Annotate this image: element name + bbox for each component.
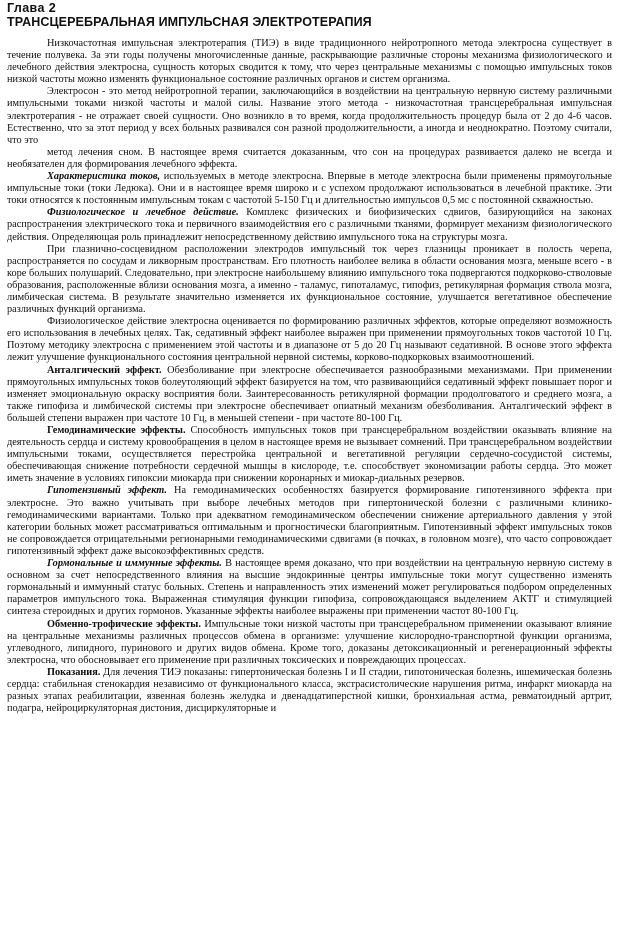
heading-currents: Характеристика токов,	[47, 171, 161, 183]
heading-hypotensive-effect: Гипотензивный эффект.	[47, 485, 168, 497]
heading-physiological-action: Физиологическое и лечебное действие.	[47, 207, 239, 219]
chapter-label: Глава 2	[7, 1, 57, 15]
paragraph-analgesic-effect: Анталгический эффект. Обезболивание при электросне обеспечивается разнообразными механизмами. При применении прямоугольных импульсных токов болеутоляющий эффект базируется на том, что развивающийся седативный эффект повышает порог и изменяет эмоциональную окраску восприятия боли. Заинтересованность ретикулярной формации продолговатого и среднего мозга, а также гипофиза и лимбической системы при электросне обеспечивает опиатный механизм обезболивания. Анталгический эффект в большей степени выражен при частоте 10 Гц, в меньшей степени - при частоте 80-100 Гц.	[7, 364, 612, 424]
paragraph-hypotensive-effect: Гипотензивный эффект. На гемодинамических особенностях базируется формирование гипотензивного эффекта при электросне. Это важно учитывать при выборе лечебных методов при гипертонической болезни с различными клинико-гемодинамическими вариантами. Только при адекватном гемодинамическом обеспечении снижение артериального давления у этой категории больных может рассматриваться оптимальным и прогностически благоприятным. Гипотензивный эффект импульсных токов не сопровождается отрицательными регионарными гемодинамическими сдвигами (в почках, в головном мозге), что часто сопровождает гипотензивный эффект даже высокоэффективных средств.	[7, 485, 612, 557]
paragraph-sedative-effect: Физиологическое действие электросна оценивается по формированию различных эффектов, которые определяют возможность его использования в лечебных целях. Так, седативный эффект наиболее выражен при применении прямоугольных токов частотой 10 Гц. Поэтому методику электросна с применением этой частоты и в диапазоне от 5 до 20 Гц называют седативной. В основе этого эффекта лежит улучшение функционального состояния центральной нервной системы, корково-подкорковых взаимоотношений.	[7, 316, 612, 364]
paragraph-hormonal-immune-effects: Гормональные и иммунные эффекты. В настоящее время доказано, что при воздействии на центральную нервную систему в основном за счет непосредственного влияния на высшие эндокринные центры импульсные токи могут существенно изменять гормональный и иммунный статус больных. Степень и направленность этих изменений может регулироваться подбором определенных параметров импульсного тока. Выраженная стимуляция функции гипофиза, сопровождающаяся выделением АКТГ и стимуляцией синтеза стероидных и других гормонов. Указанные эффекты наиболее выражены при применении частот 80-100 Гц.	[7, 558, 612, 618]
paragraph-indications: Показания. Для лечения ТИЭ показаны: гипертоническая болезнь I и II стадии, гипотоническая болезнь, ишемическая болезнь сердца: стабильная стенокардия независимо от функционального класса, экстрасистолические нарушения ритма, инфаркт миокарда на разных этапах реабилитации, язвенная болезнь желудка и двенадцатиперстной кишки, бронхиальная астма, ревматоидный артрит, подагра, нейроциркуляторная дистония, дисциркуляторные и	[7, 666, 612, 715]
paragraph-intro: Низкочастотная импульсная электротерапия (ТИЭ) в виде традиционного нейротропного метода электросна существует в течение полувека. За эти годы получены многочисленные данные, раскрывающие различные стороны механизма физиологического и лечебного действия электросна, сущность которых сводится к тому, что через центральные механизмы с помощью импульсных токов низкой частоты можно изменять функциональное состояние различных органов и систем организма.	[7, 38, 612, 86]
heading-metabolic-effects: Обменно-трофические эффекты.	[47, 618, 201, 630]
paragraph-metabolic-effects: Обменно-трофические эффекты. Импульсные токи низкой частоты при трансцеребральном применении оказывают влияние на центральные механизмы различных процессов обмена в организме: улучшение кислородно-транспортной функции организма, углеводного, липидного, пуринового и других видов обмена. Кроме того, доказаны детоксикационный и регенерационный эффекты электросна, что обосновывает его применение при различных токсических и повреждающих процессах.	[7, 618, 613, 666]
heading-indications: Показания.	[47, 666, 101, 678]
heading-analgesic-effect: Анталгический эффект.	[47, 364, 162, 376]
paragraph-currents: Характеристика токов, используемых в методе электросна. Впервые в методе электросна были применены прямоугольные импульсные токи (токи Ледюка). Они и в настоящее время широко и с успехом продолжают использоваться в лечебной практике. Эти токи относятся к постоянным импульсным токам с частотой 5-150 Гц и длительностью импульсов 0,5 мс с постоянной скважностью.	[7, 171, 612, 207]
paragraph-electrosleep-definition: Электросон - это метод нейротропной терапии, заключающийся в воздействии на центральную нервную систему различными импульсными токами низкой частоты и малой силы. Название этого метода - низкочастотная трансцеребральная импульсная электротерапия - не отражает своей сущности. Оно возникло в то время, когда продолжительность процедур была от 2 до 4-6 часов. Естественно, что за этот период у всех больных развивался сон разной продолжительности, а иногда и неоднократно. Поэтому считали, что это	[7, 86, 612, 146]
heading-hormonal-immune-effects: Гормональные и иммунные эффекты.	[47, 558, 222, 570]
document-body	[7, 38, 612, 715]
paragraph-electrode-placement: При глазнично-сосцевидном расположении электродов импульсный ток через глазницы проникает в полость черепа, распространяется по сосудам и ликворным пространствам. Его плотность наиболее велика в области основания мозга, меньше всего - в коре больших полушарий. Следовательно, при электросне наибольшему влиянию импульсного тока подвергаются подкорково-стволовые образования, расположенные вблизи основания мозга, а именно - таламус, гипоталамус, гипофиз, ретикулярная формация ствола мозга, лимбическая система. В результате значительно изменяется их функциональное состояние, улучшается вегетативное обеспечение различных функций организма.	[7, 243, 612, 316]
heading-hemodynamic-effects: Гемодинамические эффекты.	[47, 425, 186, 436]
paragraph-physiological-action: Физиологическое и лечебное действие. Комплекс физических и биофизических сдвигов, базирующийся на законах распространения электрического тока и первичного взаимодействия его с различными тканями, формирует механизм физиологического действия. Определяющая роль принадлежит непосредственному действию импульсного тока на структуры мозга.	[7, 207, 612, 243]
paragraph-hemodynamic-effects: Гемодинамические эффекты. Способность импульсных токов при трансцеребральном воздействии оказывать влияние на деятельность сердца и систему кровообращения в целом в настоящее время не вызывает сомнений. При трансцеребральном воздействии импульсными токами, осуществляется перестройка центральной и вегетативной регуляции сердечно-сосудистой системы, обеспечивающая снижение потребности сердечной мышцы в кислороде, т.е. способствует экономизации работы сердца. Это может иметь значение в условиях гипоксии миокарда при снижении коронарных и миокар-диальных резервов.	[7, 425, 612, 485]
chapter-title: ТРАНСЦЕРЕБРАЛЬНАЯ ИМПУЛЬСНАЯ ЭЛЕКТРОТЕРАПИЯ	[7, 15, 372, 29]
paragraph-sleep-method: метод лечения сном. В настоящее время считается доказанным, что сон на процедурах развивается далеко не всегда и необязателен для формирования лечебного эффекта.	[7, 146, 612, 170]
